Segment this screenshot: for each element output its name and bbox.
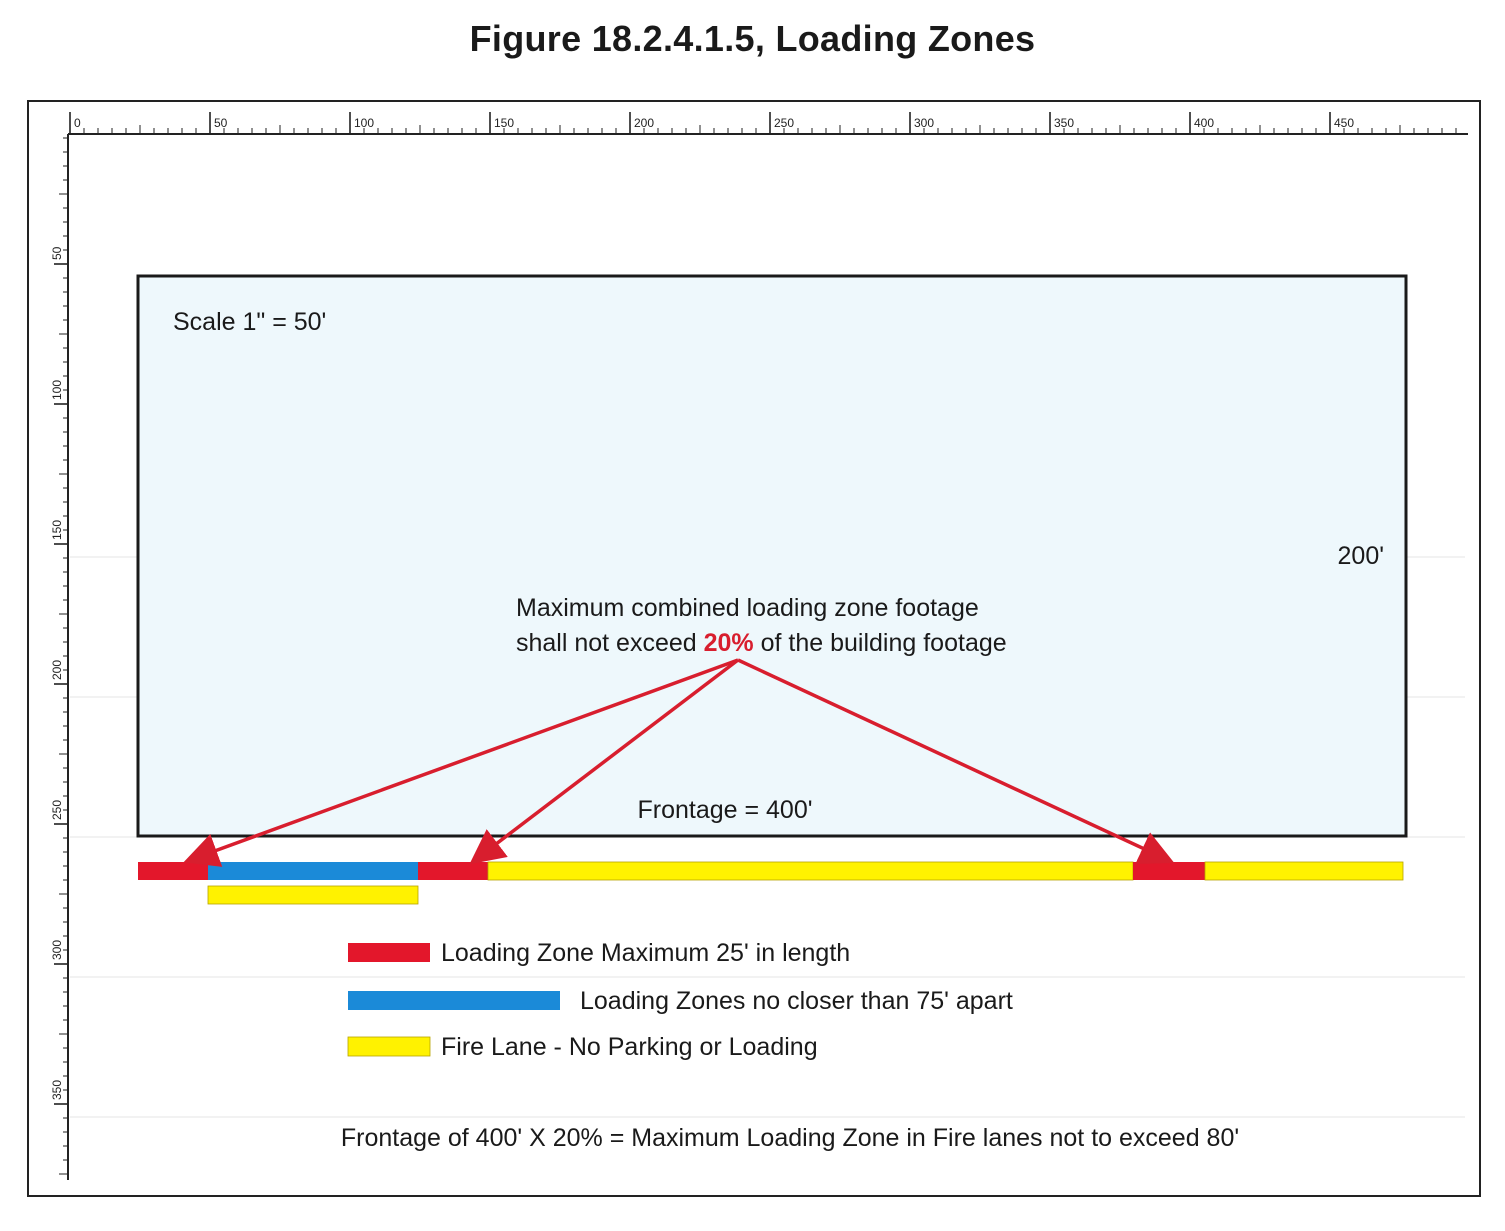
- top-ruler-label: 450: [1334, 116, 1355, 130]
- top-ruler-label: 250: [774, 116, 795, 130]
- frontage-label: Frontage = 400': [637, 796, 813, 824]
- top-ruler-label: 300: [914, 116, 935, 130]
- legend-label-fire: Fire Lane - No Parking or Loading: [441, 1033, 818, 1061]
- legend-label-spacing: Loading Zones no closer than 75' apart: [580, 987, 1013, 1015]
- legend-swatch-spacing: [348, 991, 560, 1010]
- left-ruler-label: 100: [50, 379, 64, 400]
- figure-title: Figure 18.2.4.1.5, Loading Zones: [469, 18, 1036, 59]
- top-ruler-label: 350: [1054, 116, 1075, 130]
- footer-formula: Frontage of 400' X 20% = Maximum Loading Zone in Fire lanes not to exceed 80': [340, 1124, 1240, 1152]
- top-ruler-label: 150: [494, 116, 515, 130]
- left-ruler-label: 50: [50, 246, 64, 260]
- top-ruler-label: 50: [214, 116, 228, 130]
- left-ruler-label: 200: [50, 659, 64, 680]
- left-ruler-label: 150: [50, 519, 64, 540]
- loading-zone-2: [418, 862, 488, 880]
- fire-lane-segment-2: [1205, 862, 1403, 880]
- left-ruler-label: 250: [50, 799, 64, 820]
- fire-lane-under-spacing: [208, 886, 418, 904]
- note-line-2: [516, 629, 1007, 657]
- legend-swatch-loading: [348, 943, 430, 962]
- scale-label: Scale 1" = 50': [173, 308, 327, 336]
- note-line-1: Maximum combined loading zone footage: [516, 594, 979, 622]
- building-outline: [138, 276, 1406, 836]
- fire-lane-segment-1: [488, 862, 1133, 880]
- note-prefix: shall not exceed: [516, 629, 704, 657]
- legend-label-loading: Loading Zone Maximum 25' in length: [441, 939, 851, 967]
- legend-swatch-fire: [348, 1037, 430, 1056]
- loading-zone-3: [1133, 862, 1205, 880]
- top-ruler-label: 200: [634, 116, 655, 130]
- top-ruler-label: 0: [74, 116, 81, 130]
- note-suffix: of the building footage: [753, 629, 1007, 657]
- note-highlight: 20%: [703, 629, 754, 657]
- top-ruler-label: 400: [1194, 116, 1215, 130]
- depth-label: 200': [1337, 542, 1384, 570]
- top-ruler-label: 100: [354, 116, 375, 130]
- left-ruler-label: 300: [50, 939, 64, 960]
- loading-zone-1: [138, 862, 208, 880]
- spacing-segment: [208, 862, 418, 880]
- left-ruler-label: 350: [50, 1079, 64, 1100]
